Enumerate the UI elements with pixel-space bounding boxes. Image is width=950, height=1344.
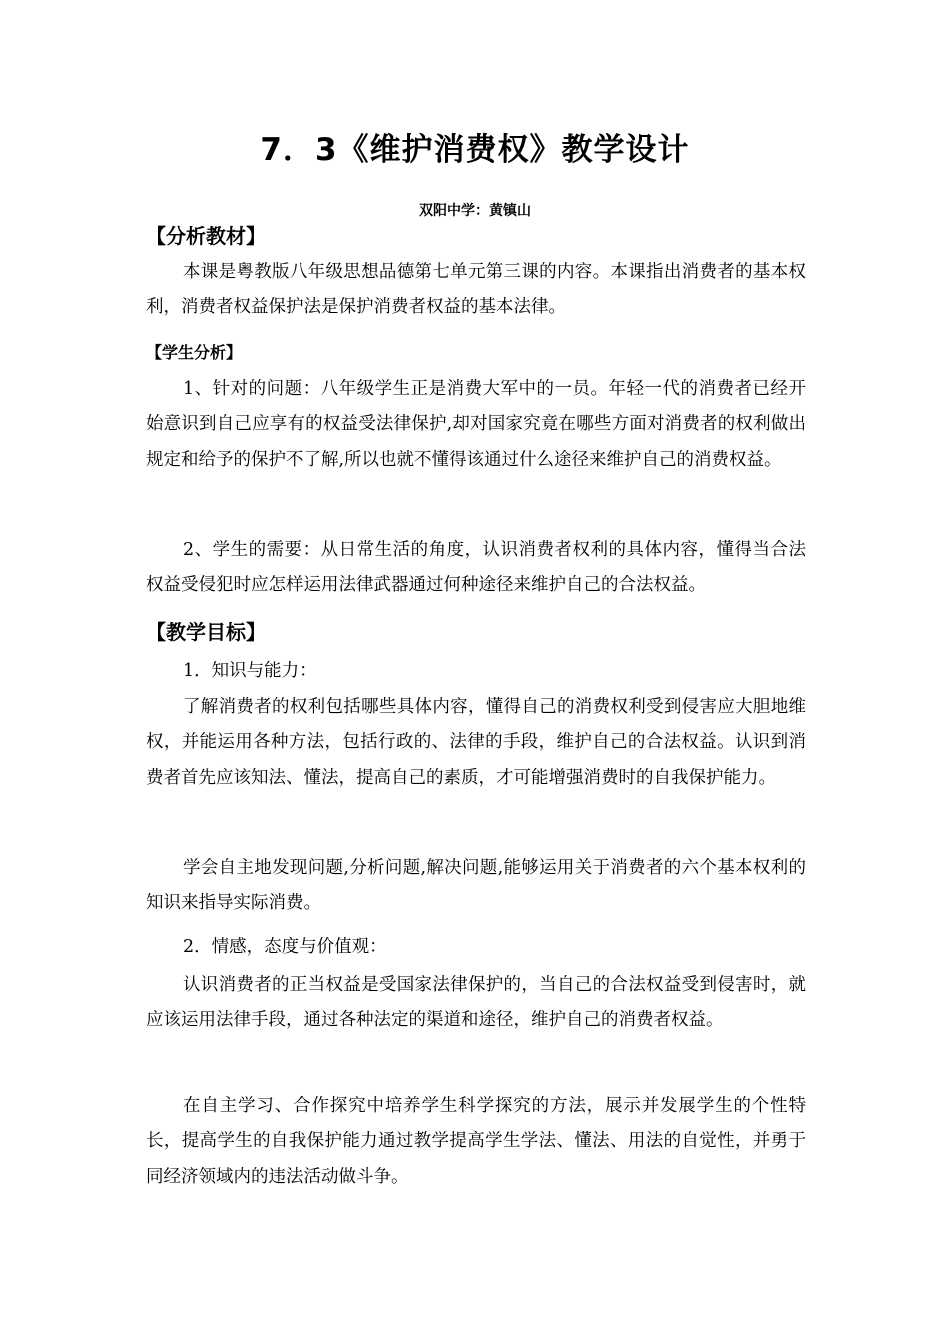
- analysis-paragraph: 本课是粤教版八年级思想品德第七单元第三课的内容。本课指出消费者的基本权利，消费者权益保护法是保护消费者权益的基本法律。: [146, 262, 806, 318]
- goals-paragraph-2: 学会自主地发现问题,分析问题,解决问题,能够运用关于消费者的六个基本权利的知识来指导实际消费。: [146, 858, 806, 914]
- goals-subheading-1: 1．知识与能力：: [183, 661, 317, 681]
- section-heading-goals: 【教学目标】: [146, 620, 266, 644]
- goals-paragraph-3: 认识消费者的正当权益是受国家法律保护的，当自己的合法权益受到侵害时，就应该运用法律手段，通过各种法定的渠道和途径，维护自己的消费者权益。: [146, 975, 806, 1031]
- students-paragraph-2: 2、学生的需要：从日常生活的角度，认识消费者权利的具体内容，懂得当合法权益受侵犯时应怎样运用法律武器通过何种途径来维护自己的合法权益。: [146, 540, 806, 596]
- goals-paragraph-4: 在自主学习、合作探究中培养学生科学探究的方法，展示并发展学生的个性特长，提高学生的自我保护能力通过教学提高学生学法、懂法、用法的自觉性，并勇于同经济领域内的违法活动做斗争。: [146, 1096, 806, 1187]
- section-heading-analysis: 【分析教材】: [146, 224, 266, 248]
- document-author: 双阳中学：黄镇山: [419, 203, 531, 219]
- document-title: 7．3《维护消费权》教学设计: [260, 132, 690, 168]
- students-paragraph-1: 1、针对的问题：八年级学生正是消费大军中的一员。年轻一代的消费者已经开始意识到自己应享有的权益受法律保护,却对国家究竟在哪些方面对消费者的权利做出规定和给予的保护不了解,所以也就不懂得该通过什么途径来维护自己的消费权益。: [146, 379, 806, 470]
- section-heading-students: 【学生分析】: [146, 343, 243, 362]
- goals-subheading-2: 2．情感，态度与价值观：: [183, 937, 387, 957]
- goals-paragraph-1: 了解消费者的权利包括哪些具体内容，懂得自己的消费权利受到侵害应大胆地维权，并能运用各种方法，包括行政的、法律的手段，维护自己的合法权益。认识到消费者首先应该知法、懂法，提高自己的素质，才可能增强消费时的自我保护能力。: [146, 697, 806, 788]
